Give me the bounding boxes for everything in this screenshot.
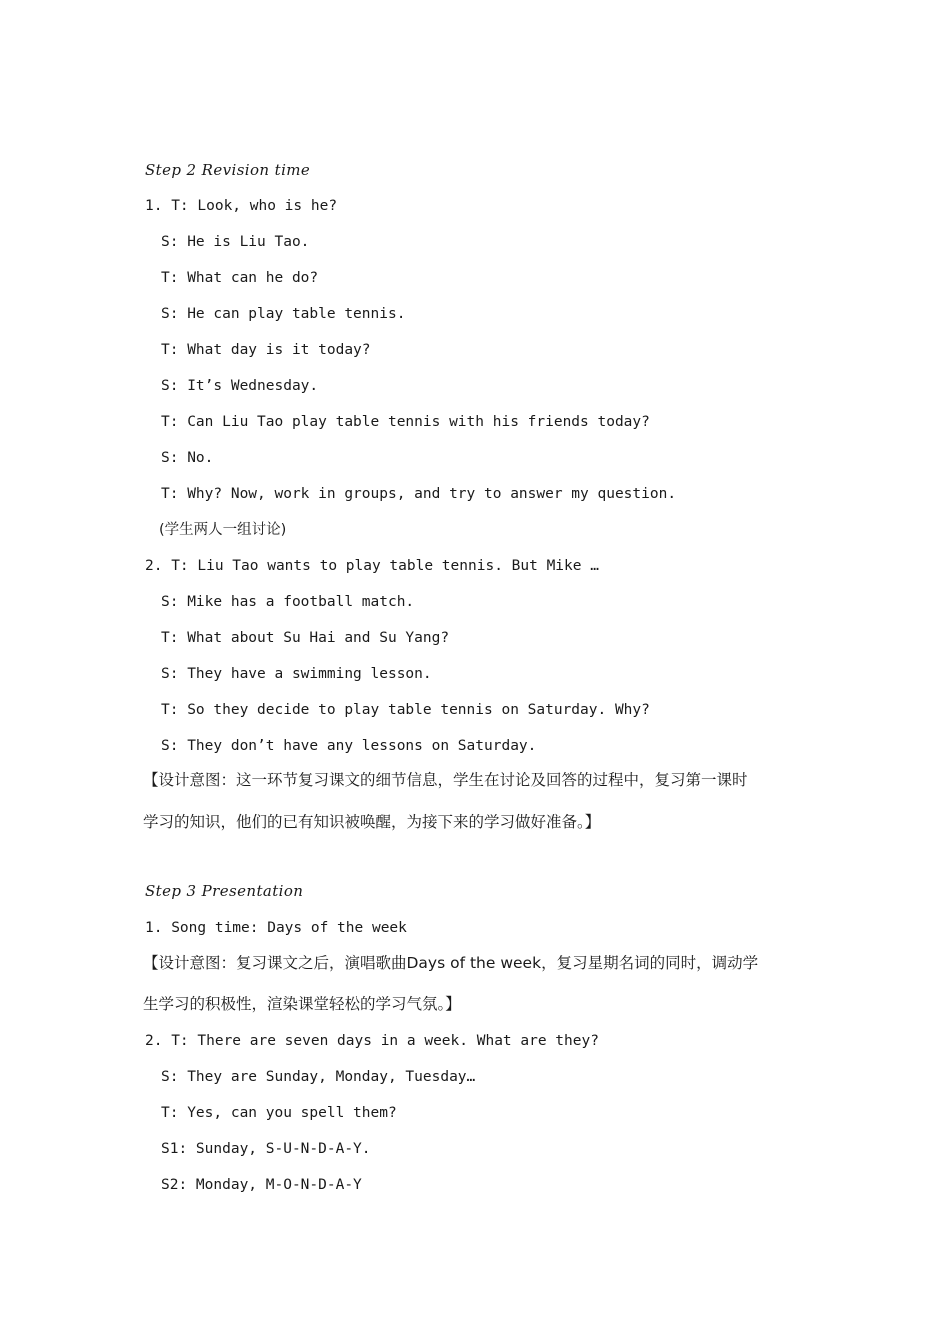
song-line: 1. Song time: Days of the week	[145, 920, 407, 936]
dialogue-line: T: Can Liu Tao play table tennis with his friends today?	[161, 414, 650, 430]
dialogue-line: T: What about Su Hai and Su Yang?	[161, 630, 450, 646]
dialogue-line: S: They have a swimming lesson.	[161, 666, 432, 682]
dialogue-line: T: What can he do?	[161, 270, 319, 286]
dialogue-line: S: Mike has a football match.	[161, 594, 415, 610]
design-intent-note: 生学习的积极性，渲染课堂轻松的学习气氛。】	[143, 995, 461, 1013]
dialogue-line: S: He can play table tennis.	[161, 306, 406, 322]
dialogue-line: T: What day is it today?	[161, 342, 371, 358]
dialogue-line: T: So they decide to play table tennis on Saturday. Why?	[161, 702, 650, 718]
dialogue-line: S1: Sunday, S-U-N-D-A-Y.	[161, 1141, 371, 1157]
step2-heading: Step 2 Revision time	[145, 161, 311, 179]
design-intent-note: 【设计意图：这一环节复习课文的细节信息，学生在讨论及回答的过程中，复习第一课时	[143, 771, 748, 789]
design-intent-note: 学习的知识，他们的已有知识被唤醒，为接下来的学习做好准备。】	[143, 813, 601, 831]
dialogue-line: S: It’s Wednesday.	[161, 378, 319, 394]
dialogue-line: S: He is Liu Tao.	[161, 234, 310, 250]
dialogue-line: T: Why? Now, work in groups, and try to answer my question.	[161, 486, 677, 502]
dialogue-line: T: Yes, can you spell them?	[161, 1105, 397, 1121]
dialogue-line: S: They are Sunday, Monday, Tuesday…	[161, 1069, 476, 1085]
dialogue-line: 2. T: Liu Tao wants to play table tennis. But Mike …	[145, 558, 599, 574]
dialogue-line: 2. T: There are seven days in a week. What are they?	[145, 1033, 599, 1049]
dialogue-line: 1. T: Look, who is he?	[145, 198, 338, 214]
dialogue-line: S2: Monday, M-O-N-D-A-Y	[161, 1177, 362, 1193]
activity-note: (学生两人一组讨论)	[159, 522, 287, 538]
dialogue-line: S: No.	[161, 450, 214, 466]
design-intent-note: 【设计意图：复习课文之后，演唱歌曲Days of the week，复习星期名词的同时，调动学	[143, 954, 759, 972]
dialogue-line: S: They don’t have any lessons on Saturday.	[161, 738, 537, 754]
step3-heading: Step 3 Presentation	[145, 882, 304, 900]
